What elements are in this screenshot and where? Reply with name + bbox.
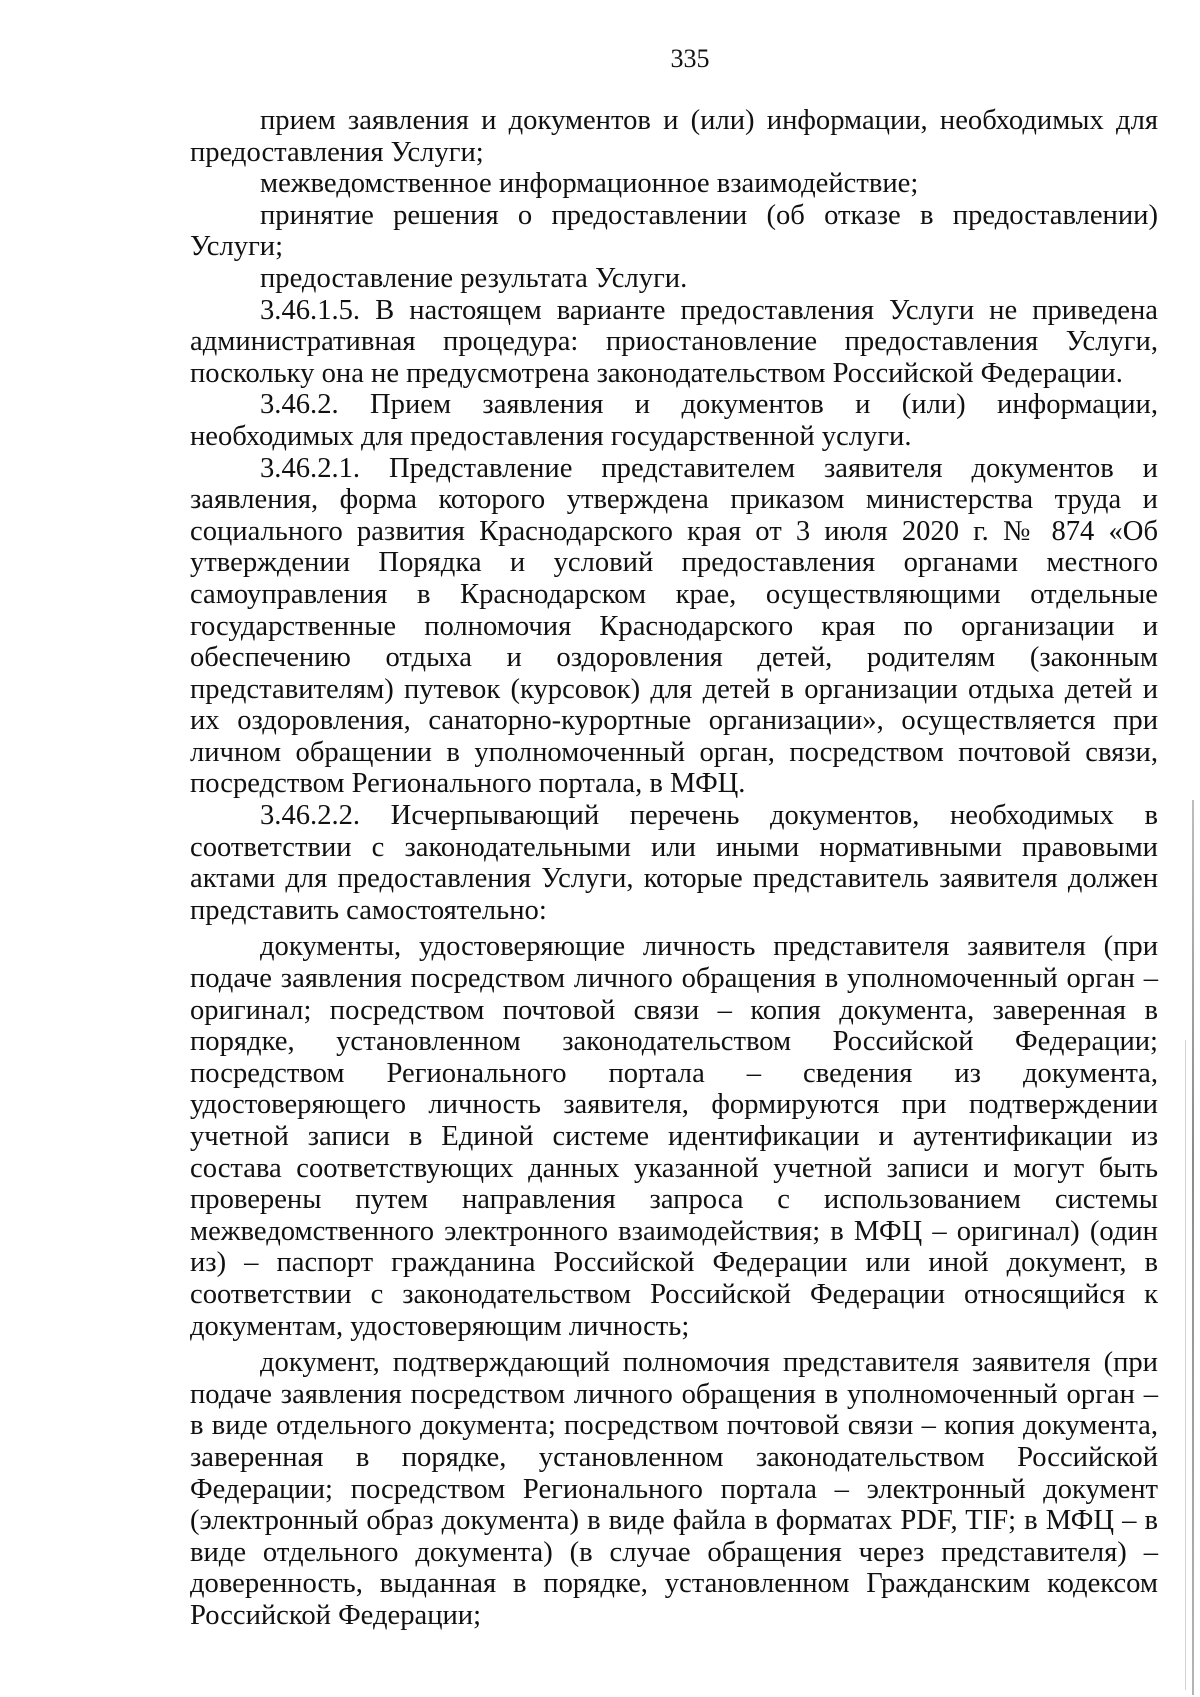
page-number: 335	[670, 44, 710, 73]
paragraph-10: документ, подтверждающий полномочия представителя заявителя (при подаче заявления посредством личного обращения в уполномоченный орган – в виде отдельного документа; посредством почтовой связи – копия документа, заверенная в порядке, установленном законодательством Российской Федерации; посредством Регионального портала – электронный документ (электронный образ документа) в виде файла в форматах PDF, TIF; в МФЦ – в виде отдельного документа) (в случае обращения через представителя) – доверенность, выданная в порядке, установленном Гражданским кодексом Российской Федерации;	[190, 1347, 1158, 1631]
scan-edge-line	[1192, 800, 1194, 1695]
scan-edge-shadow	[1185, 1040, 1186, 1690]
document-body	[190, 105, 1158, 1632]
paragraph-2: межведомственное информационное взаимодействие;	[260, 168, 919, 200]
paragraph-8: 3.46.2.2. Исчерпывающий перечень документов, необходимых в соответствии с законодательными или иными нормативными правовыми актами для предоставления Услуги, которые представитель заявителя должен представить самостоятельно:	[190, 800, 1158, 926]
paragraph-5: 3.46.1.5. В настоящем варианте предоставления Услуги не приведена административная процедура: приостановление предоставления Услуги, поскольку она не предусмотрена законодательством Российской Федерации.	[190, 294, 1158, 389]
paragraph-7: 3.46.2.1. Представление представителем заявителя документов и заявления, форма которого утверждена приказом министерства труда и социального развития Краснодарского края от 3 июля 2020 г. № 874 «Об утверждении Порядка и условий предоставления органами местного самоуправления в Краснодарском крае, осуществляющими отдельные государственные полномочия Краснодарского края по организации и обеспечению отдыха и оздоровления детей, родителям (законным представителям) путевок (курсовок) для детей в организации отдыха детей и их оздоровления, санаторно-курортные организации», осуществляется при личном обращении в уполномоченный орган, посредством почтовой связи, посредством Регионального портала, в МФЦ.	[190, 452, 1158, 800]
paragraph-4: предоставление результата Услуги.	[260, 262, 688, 294]
paragraph-3: принятие решения о предоставлении (об отказе в предоставлении) Услуги;	[190, 199, 1158, 263]
paragraph-6: 3.46.2. Прием заявления и документов и (или) информации, необходимых для предоставления государственной услуги.	[190, 389, 1158, 452]
paragraph-9: документы, удостоверяющие личность представителя заявителя (при подаче заявления посредством личного обращения в уполномоченный орган – оригинал; посредством почтовой связи – копия документа, заверенная в порядке, установленном законодательством Российской Федерации; посредством Регионального портала – сведения из документа, удостоверяющего личность заявителя, формируются при подтверждении учетной записи в Единой системе идентификации и аутентификации из состава соответствующих данных указанной учетной записи и могут быть проверены путем направления запроса с использованием системы межведомственного электронного взаимодействия; в МФЦ – оригинал) (один из) – паспорт гражданина Российской Федерации или иной документ, в соответствии с законодательством Российской Федерации относящийся к документам, удостоверяющим личность;	[190, 931, 1158, 1342]
paragraph-1: прием заявления и документов и (или) информации, необходимых для предоставления Услуги;	[190, 105, 1158, 168]
